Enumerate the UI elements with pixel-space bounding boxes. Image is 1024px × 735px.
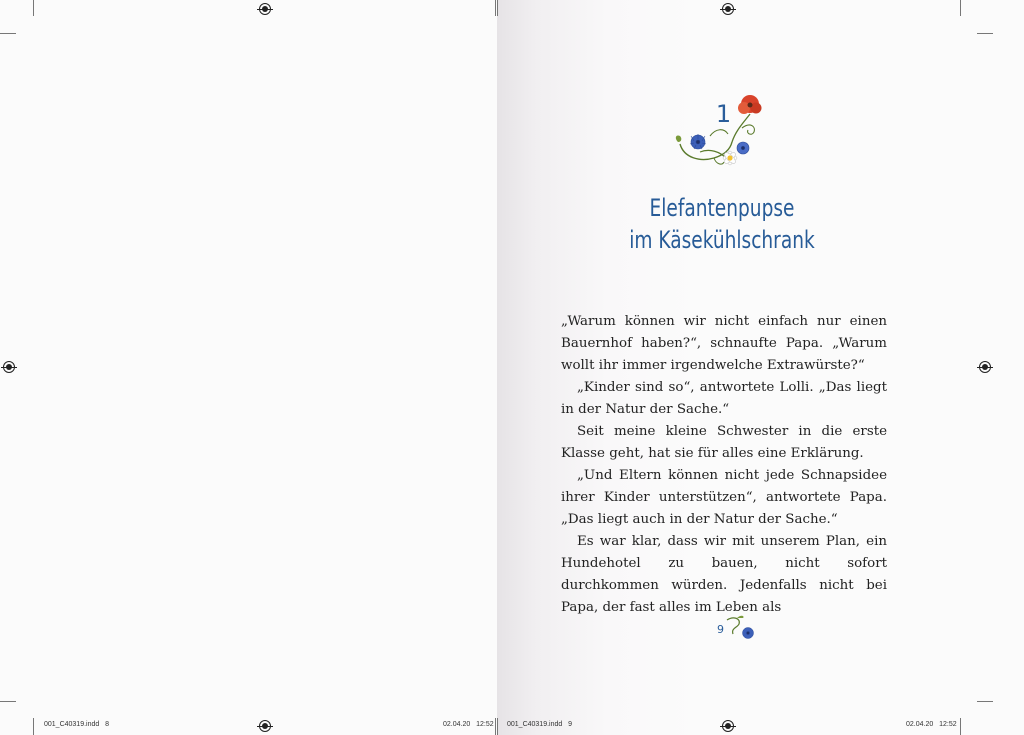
slug-date-right: 02.04.20 12:52 (906, 721, 957, 728)
registration-mark-icon (722, 3, 734, 15)
slug-filename-left: 001_C40319.indd 8 (44, 721, 109, 728)
crop-mark (497, 718, 498, 735)
chapter-title (615, 192, 830, 256)
paragraph: Es war klar, dass wir mit unserem Plan, ein Hundehotel zu bauen, nicht sofort durchkommen würden. Jedenfalls nicht bei Papa, der fast alles im Leben als (561, 534, 887, 615)
slug-date-left: 02.04.20 12:52 (443, 721, 494, 728)
crop-mark (977, 33, 993, 34)
poppy-flower (738, 95, 762, 114)
registration-mark-icon (259, 3, 271, 15)
slug-filename-right: 001_C40319.indd 9 (507, 721, 572, 728)
crop-mark (33, 0, 34, 16)
paragraph: Seit meine kleine Schwester in die erste Klasse geht, hat sie für alles eine Erklärung. (561, 424, 887, 461)
paragraph: „Und Eltern können nicht jede Schnapsidee ihrer Kinder unterstützen“, antwortete Papa. „Das liegt auch in der Natur der Sache.“ (561, 468, 887, 527)
crop-mark (960, 718, 961, 735)
registration-mark-icon (722, 720, 734, 732)
page-number: 9 (717, 623, 724, 636)
registration-mark-icon (259, 720, 271, 732)
crop-mark (0, 33, 16, 34)
registration-mark-icon (3, 361, 15, 373)
crop-mark (495, 718, 496, 735)
crop-mark (0, 701, 16, 702)
paragraph: „Kinder sind so“, antwortete Lolli. „Das liegt in der Natur der Sache.“ (561, 380, 887, 417)
chapter-title-line: Elefantenpupse (649, 194, 795, 222)
crop-mark (33, 718, 34, 735)
registration-mark-icon (979, 361, 991, 373)
body-text (561, 311, 887, 619)
cornflower-small (737, 142, 749, 154)
cornflower-large (690, 134, 706, 149)
crop-mark (497, 0, 498, 16)
crop-mark (977, 701, 993, 702)
crop-mark (960, 0, 961, 16)
chapter-number: 1 (715, 100, 731, 128)
daisy-flower (723, 151, 737, 165)
crop-mark (495, 0, 496, 16)
left-page (0, 0, 497, 735)
paragraph: „Warum können wir nicht einfach nur einen Bauernhof haben?“, schnaufte Papa. „Warum wollt ihr immer irgendwelche Extrawürste?“ (561, 314, 887, 373)
chapter-title-line: im Käsekühlschrank (629, 226, 815, 254)
